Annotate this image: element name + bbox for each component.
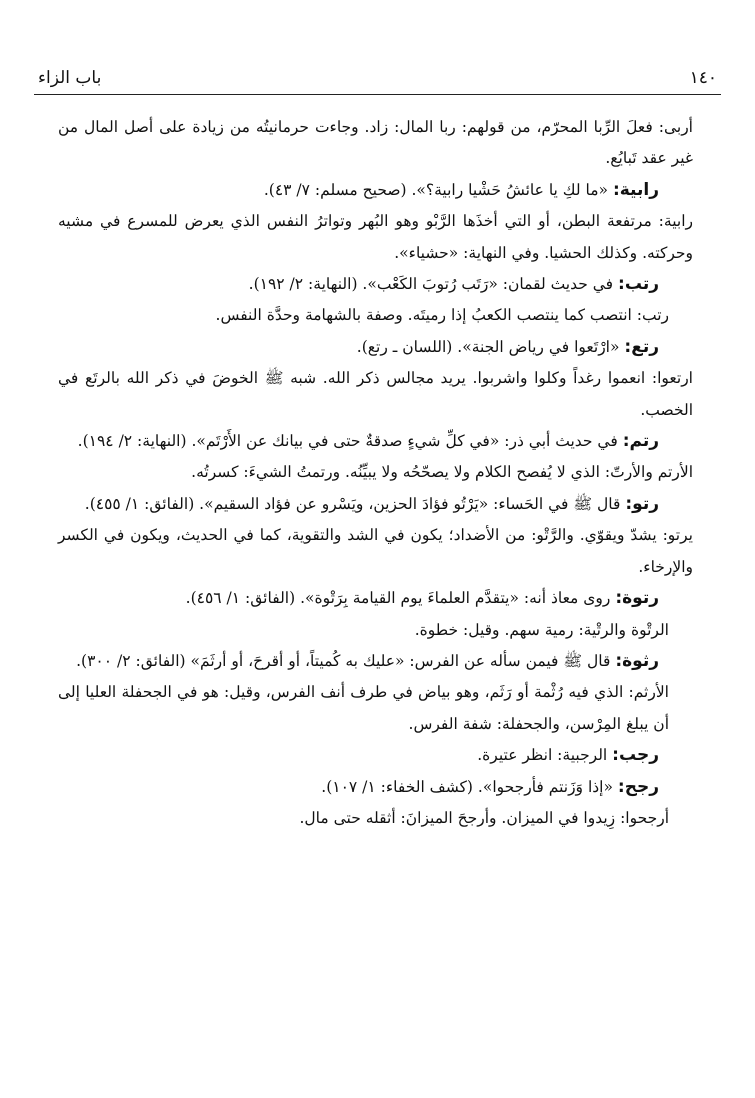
- chapter-title: باب الزاء: [38, 68, 102, 88]
- header-divider: [34, 94, 721, 95]
- page-header: [38, 60, 717, 88]
- entry-headword: رتب:: [618, 274, 659, 295]
- entry-text: في حديث لقمان: «رَتَب رُتوبَ الكَعْب». (النهاية: ٢/ ١٩٢).: [248, 275, 619, 294]
- dictionary-entry: [58, 175, 693, 206]
- definition-text: الأرثم: الذي فيه رُثْمة أو رَثَم، وهو بياض في طرف أنف الفرس، وقيل: هو في الجحفلة العليا إلى أن يبلغ المِرْسن، والجحفلة: شفة الفرس.: [58, 683, 669, 733]
- definition-text: الرتْوة والرتْية: رمية سهم. وقيل: خطوة.: [414, 620, 669, 639]
- definition-paragraph: [58, 615, 693, 646]
- definition-text: ارتعوا: انعموا رغداً وكلوا واشربوا. يريد مجالس ذكر الله. شبه ﷺ الخوضَ في ذكر الله بالرتَع في الخصب.: [58, 369, 693, 419]
- entry-text: «ارْتَعوا في رياض الجنة». (اللسان ـ رتع).: [356, 337, 625, 356]
- dictionary-entry: [58, 740, 693, 771]
- entry-text: «ما لكِ يا عائشُ حَشْيا رابية؟». (صحيح مسلم: ٧/ ٤٣).: [263, 180, 613, 199]
- entry-headword: رتع:: [624, 336, 659, 357]
- entry-headword: رتوة:: [615, 588, 659, 609]
- definition-text: رابية: مرتفعة البطن، أو التي أخذَها الرَّبْو وهو البُهر وتواترُ النفس الذي يعرض للمسرع في مشيه وحركته. وكذلك الحشيا. وفي النهاية: «حشياء».: [58, 212, 693, 262]
- entry-headword: رابية:: [612, 179, 659, 200]
- dictionary-entry: [58, 489, 693, 520]
- dictionary-entry: [58, 426, 693, 457]
- entry-headword: رتو:: [625, 493, 659, 514]
- entry-headword: رجب:: [612, 745, 659, 766]
- definition-paragraph: [58, 677, 693, 740]
- entry-text: «إذا وَزَنتم فأرجحوا». (كشف الخفاء: ١/ ١٠٧).: [321, 777, 618, 796]
- definition-paragraph: [58, 206, 693, 269]
- entry-text: الرجبية: انظر عتيرة.: [477, 746, 613, 765]
- definition-text: يرتو: يشدّ ويقوّي. والرَّتْو: من الأضداد؛ يكون في الشد والتقوية، كما في الحديث، ويكون في الكسر والإرخاء.: [58, 526, 693, 576]
- entry-text: روى معاذ أنه: «يتقدَّم العلماءَ يوم القيامة بِرَتْوة». (الفائق: ١/ ٤٥٦).: [185, 589, 616, 608]
- definition-paragraph: [58, 803, 693, 834]
- definition-paragraph: [58, 363, 693, 426]
- entry-text: في حديث أبي ذر: «في كلِّ شيءٍ صدقةٌ حتى في بيانك عن الأَرْتَم». (النهاية: ٢/ ١٩٤).: [77, 432, 623, 451]
- entry-text: قال ﷺ فيمن سأله عن الفرس: «عليك به كُميتاً، أو أقرحَ، أو أرثَمَ» (الفائق: ٢/ ٣٠٠).: [76, 651, 616, 670]
- dictionary-entry: [58, 772, 693, 803]
- definition-paragraph: [58, 300, 693, 331]
- page-body: [58, 112, 693, 834]
- definition-paragraph: [58, 112, 693, 175]
- entry-text: قال ﷺ في الحَساء: «يَرْتُو فؤادَ الحزين، ويَسْرو عن فؤاد السقيم». (الفائق: ١/ ٤٥٥).: [84, 494, 626, 513]
- dictionary-entry: [58, 583, 693, 614]
- dictionary-entry: [58, 646, 693, 677]
- entry-headword: رتم:: [622, 431, 659, 452]
- entry-headword: رثوة:: [615, 650, 659, 671]
- definition-paragraph: [58, 457, 693, 488]
- entry-headword: رجح:: [617, 776, 659, 797]
- dictionary-entry: [58, 332, 693, 363]
- definition-paragraph: [58, 520, 693, 583]
- definition-text: أربى: فعلَ الرِّبا المحرّم، من قولهم: ربا المال: زاد. وجاءت حرمانيتُه من زيادة على أصل المال من غير عقد تَبايُع.: [58, 118, 693, 168]
- page-number: ١٤٠: [689, 68, 717, 88]
- definition-text: رتب: انتصب كما ينتصب الكعبُ إذا رميتَه. وصفة بالشهامة وحدَّة النفس.: [215, 306, 669, 325]
- dictionary-entry: [58, 269, 693, 300]
- definition-text: أرجحوا: زِيدوا في الميزان. وأرجحَ الميزانَ: أثقله حتى مال.: [299, 808, 669, 827]
- definition-text: الأرتم والأرتّ: الذي لا يُفصح الكلام ولا يصحّحُه ولا يبيِّنُه. ورتمتُ الشيءَ: كسرتُه.: [191, 463, 693, 482]
